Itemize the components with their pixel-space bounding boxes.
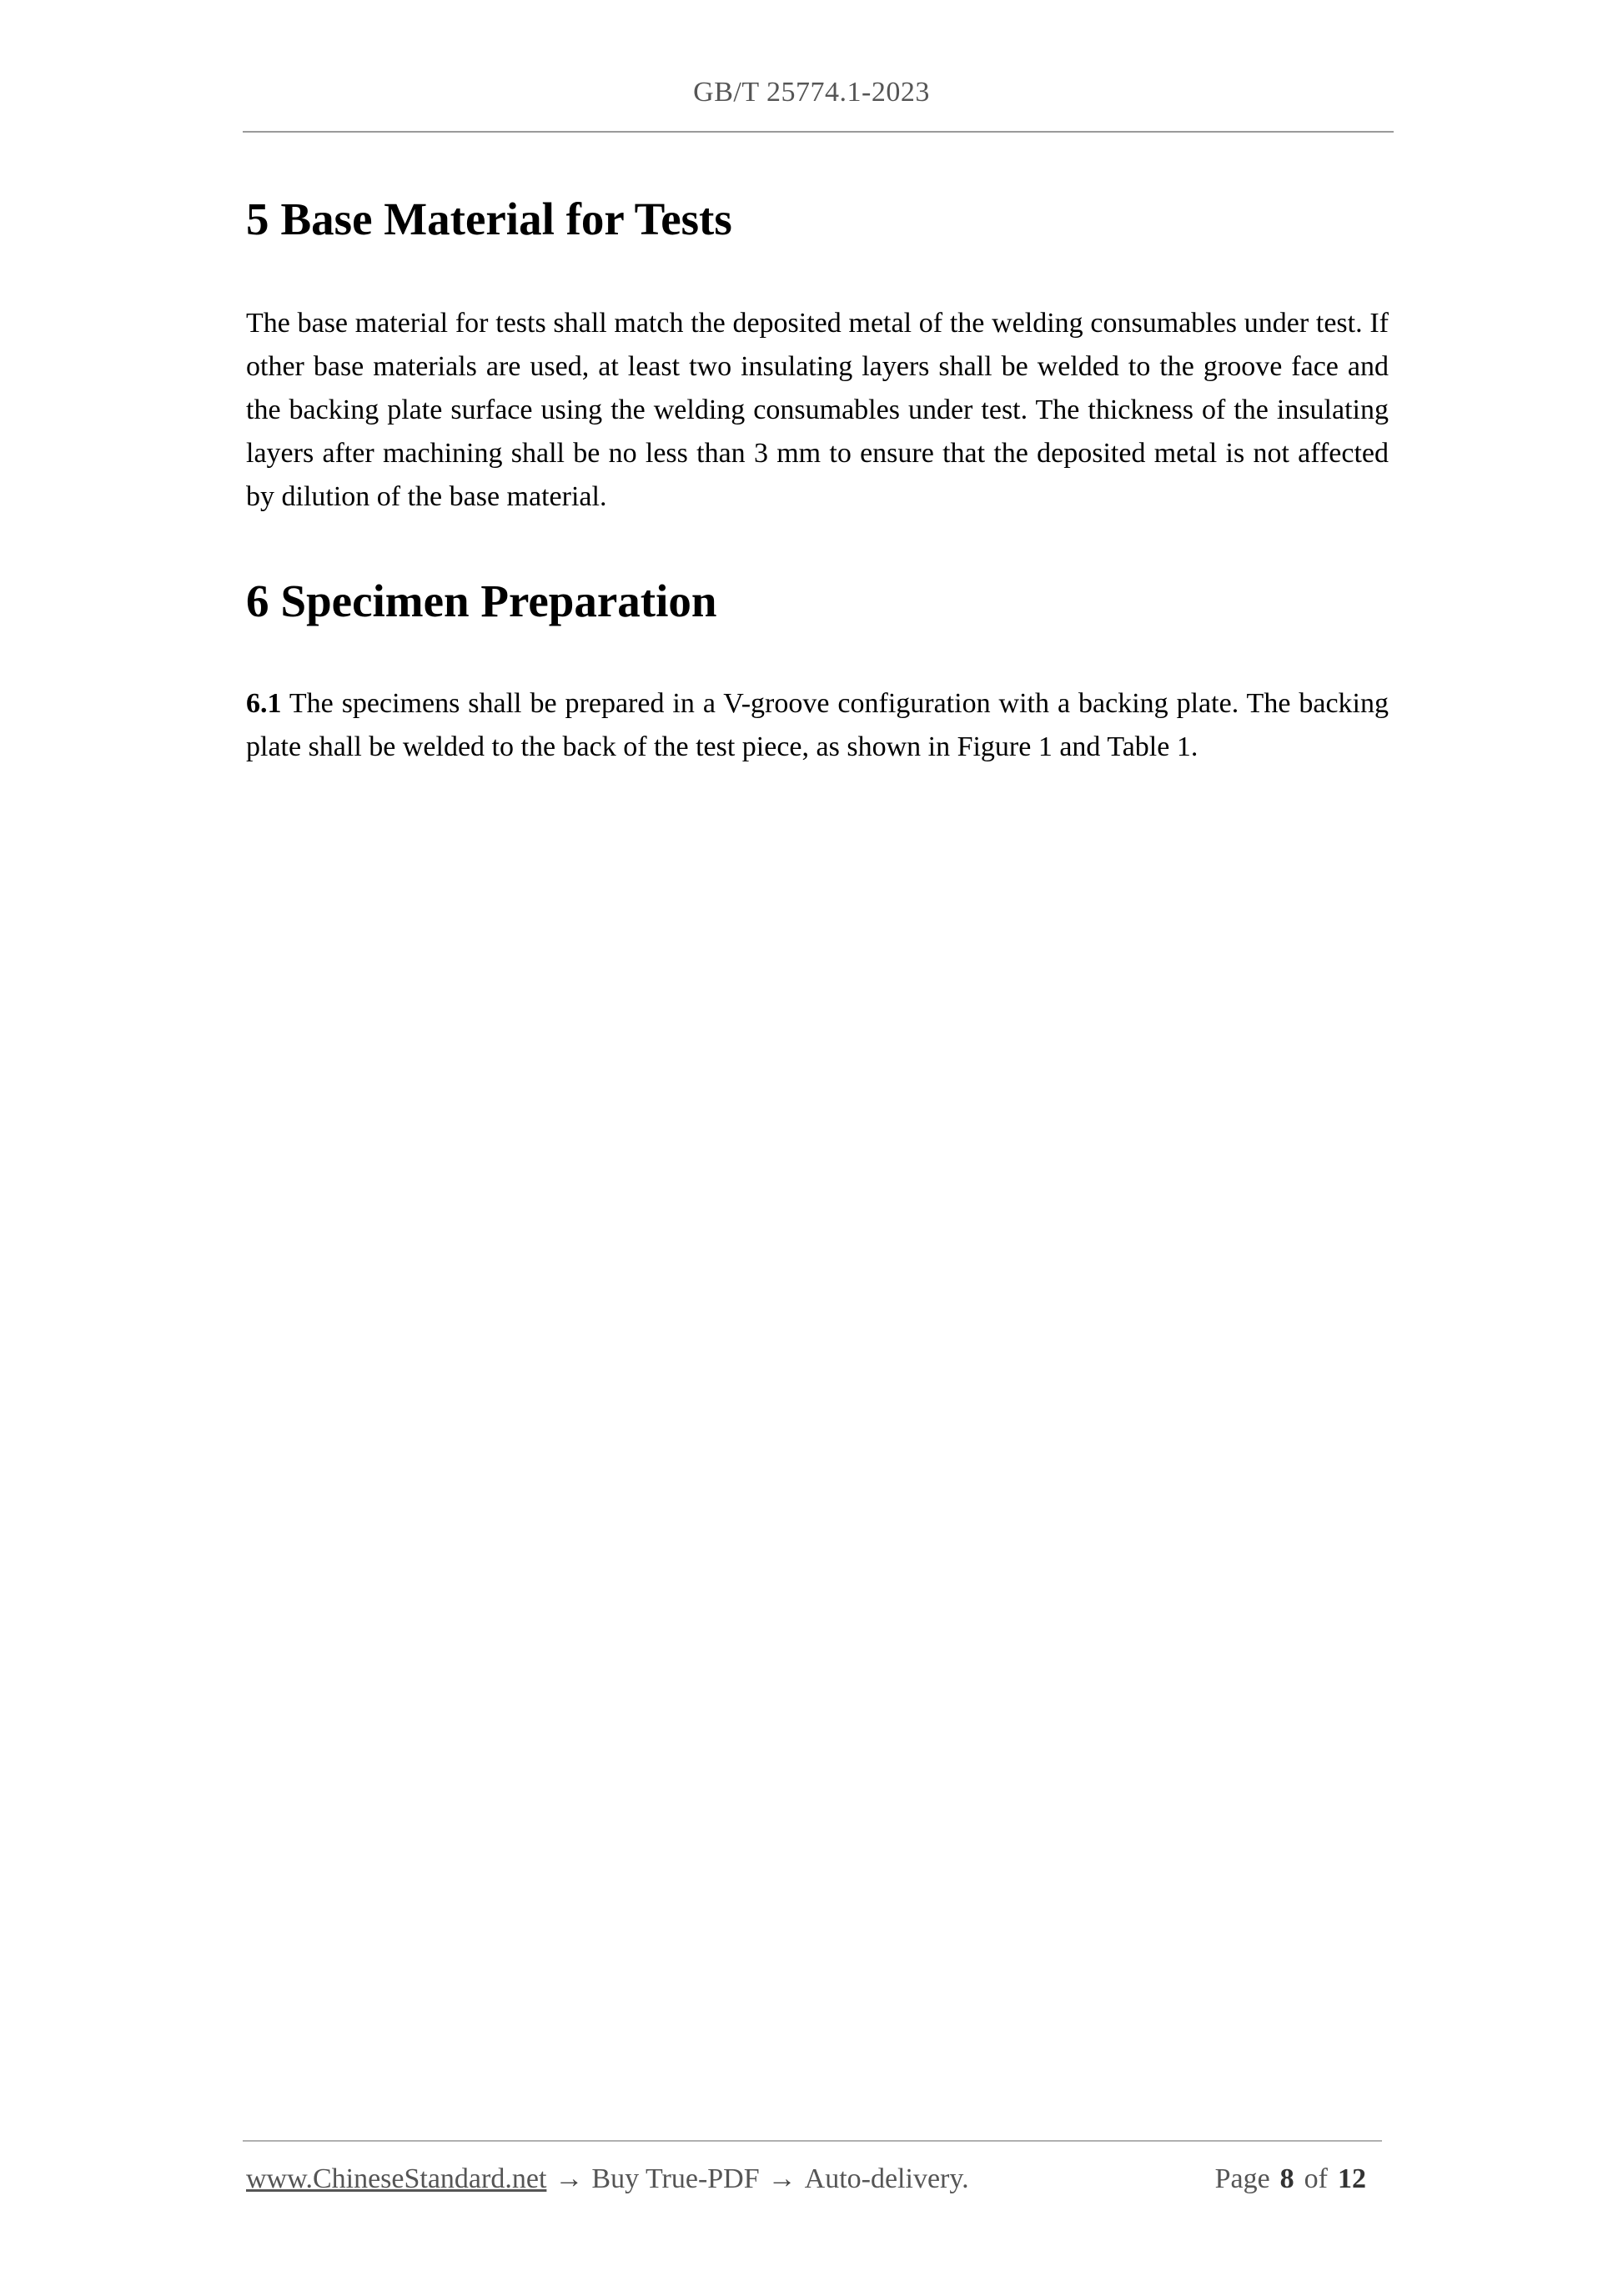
standard-code: GB/T 25774.1-2023 bbox=[693, 77, 930, 108]
section-5-heading bbox=[246, 192, 1389, 247]
clause-6-1-text: The specimens shall be prepared in a V-groove configuration with a backing plate. The backing plate shall be welded to the back of the test piece, as shown in Figure 1 and Table 1. bbox=[246, 688, 1389, 762]
section-5-number: 5 bbox=[246, 193, 269, 244]
section-6-number: 6 bbox=[246, 575, 269, 626]
website-link[interactable]: www.ChineseStandard.net bbox=[246, 2163, 547, 2194]
page-label: Page bbox=[1214, 2163, 1270, 2194]
of-label: of bbox=[1304, 2163, 1328, 2194]
section-6-title: Specimen Preparation bbox=[280, 575, 717, 626]
section-6-heading bbox=[246, 574, 1389, 629]
page-content bbox=[246, 192, 1389, 769]
header-divider bbox=[243, 131, 1394, 133]
arrow-right-icon: → bbox=[555, 2163, 584, 2194]
page-total: 12 bbox=[1338, 2163, 1366, 2194]
auto-delivery-text: Auto-delivery. bbox=[804, 2163, 969, 2194]
footer-promo bbox=[246, 2163, 969, 2195]
page-indicator bbox=[1215, 2163, 1376, 2195]
buy-true-pdf-text: Buy True-PDF bbox=[591, 2163, 760, 2194]
page-current: 8 bbox=[1279, 2163, 1294, 2194]
running-header bbox=[0, 77, 1623, 108]
clause-6-1 bbox=[246, 682, 1389, 769]
arrow-right-icon: → bbox=[767, 2163, 796, 2194]
page-footer bbox=[246, 2163, 1376, 2195]
section-5-title: Base Material for Tests bbox=[280, 193, 732, 244]
section-5-paragraph: The base material for tests shall match the deposited metal of the welding consumables under test. If other base materials are used, at least two insulating layers shall be welded to the groove face and the backing plate surface using the welding consumables under test. The thickness of the insulating layers after machining shall be no less than 3 mm to ensure that the deposited metal is not affected by dilution of the base material. bbox=[246, 308, 1389, 512]
footer-divider bbox=[243, 2140, 1382, 2142]
clause-6-1-number: 6.1 bbox=[246, 688, 282, 719]
